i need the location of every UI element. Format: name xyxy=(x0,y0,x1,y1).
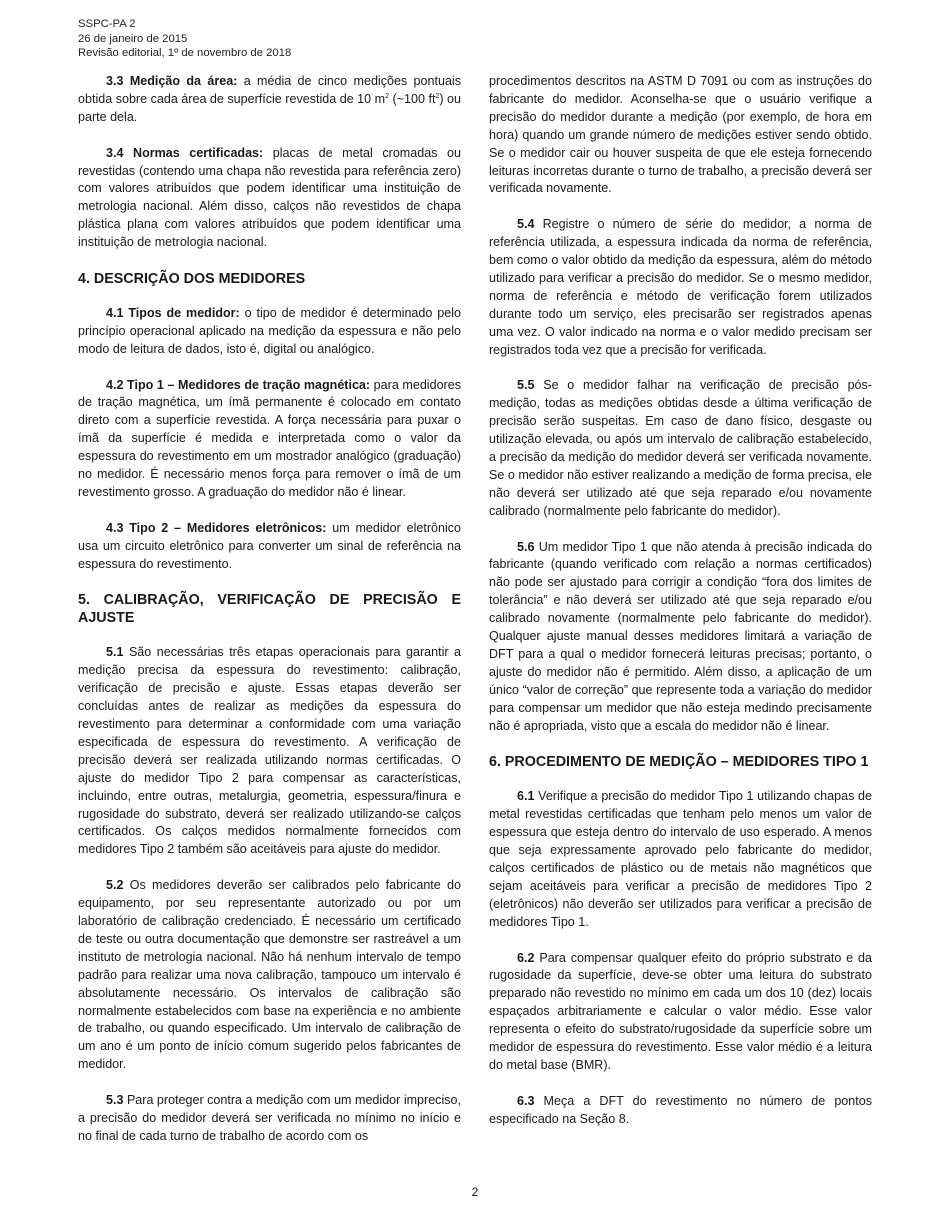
section-3-4 xyxy=(78,145,461,252)
section-label: Tipo 1 – Medidores de tração magnética: xyxy=(127,377,371,392)
section-4-1-heading xyxy=(106,306,240,320)
section-4-3-heading xyxy=(106,521,326,535)
page-number: 2 xyxy=(471,1185,479,1199)
section-number: 4.1 xyxy=(106,305,124,320)
section-number: 3.3 xyxy=(106,74,124,88)
section-4-2 xyxy=(78,377,461,502)
section-text: a média de cinco medições pontuais obtida sobre cada área de superfície revestida de 10 m xyxy=(78,74,461,106)
section-6-2 xyxy=(489,950,872,1075)
section-5-4 xyxy=(489,216,872,359)
section-6-1 xyxy=(489,788,872,931)
section-text: placas de metal cromadas ou revestidas (contendo uma chapa não revestida para referência zero) com valores atribuídos que podem identificar uma instituição de metrologia nacional. Além disso, calços não revestidos de chapa plástica plana com valores atribuídos que podem identificar uma instituição de metrologia nacional. xyxy=(78,145,461,250)
section-text: Meça a DFT do revestimento no número de pontos especificado na Seção 8. xyxy=(489,1093,872,1126)
section-number: 5.4 xyxy=(517,217,535,232)
section-text: Se o medidor falhar na verificação de precisão pós-medição, todas as medições obtidas desde a última verificação de precisão serão suspeitas. Em caso de dano físico, desgaste ou utilização elevada, ou após um intervalo de calibração estabelecido, a precisão da medição do medidor deverá ser verificada novamente. Se o medidor não estiver realizando a medição de forma precisa, ele não deverá ser utilizado até que seja reparado e/ou novamente calibrado (normalmente pelo fabricante do medidor). xyxy=(489,378,872,518)
section-number: 6.3 xyxy=(517,1093,535,1108)
section-number: 4.2 xyxy=(106,377,124,392)
section-number: 6.1 xyxy=(517,789,535,804)
page-header xyxy=(78,17,291,61)
section-label: Tipos de medidor: xyxy=(128,305,240,320)
section-3-3-heading xyxy=(106,74,237,88)
section-5-5 xyxy=(489,377,872,520)
left-column xyxy=(78,73,461,1164)
section-text: São necessárias três etapas operacionais para garantir a medição precisa da espessura do revestimento: calibração, verificação de precisão e ajuste. Essas etapas deverão ser concluídas antes de realizar as medições da espessura do revestimento para determinar a conformidade com uma variação especificada de espessura do revestimento. A verificação de precisão deverá ser realizada utilizando normas certificadas. O ajuste do medidor Tipo 2 para compensar as características, incluindo, entre outras, metalurgia, geometria, espessura/finura e rugosidade do substrato, deverá ser realizado utilizando-se calços certificados. Os calços medidos normalmente fornecidos com medidores Tipo 2 também são aceitáveis para ajuste do medidor. xyxy=(78,645,461,857)
section-6-3 xyxy=(489,1093,872,1129)
section-5-3-continued: procedimentos descritos na ASTM D 7091 ou com as instruções do fabricante do medidor. Aconselha-se que o usuário verifique a precisão do medidor durante a medição (por exemplo, de hora em hora) quando um grande número de medições estiver sendo obtido. Se o medidor cair ou houver suspeita de que ele esteja fornecendo leituras incorretas durante o turno de trabalho, a precisão deverá ser verificada novamente. xyxy=(489,74,872,196)
section-text: um medidor eletrônico usa um circuito eletrônico para converter um sinal de referência na espessura do revestimento. xyxy=(78,520,461,571)
section-5-1 xyxy=(78,644,461,859)
right-column xyxy=(489,73,872,1146)
section-number: 4.3 xyxy=(106,520,124,535)
section-label: Normas certificadas: xyxy=(133,145,264,160)
section-number: 5.1 xyxy=(106,645,124,660)
section-5-2 xyxy=(78,877,461,1074)
heading-section-4: 4. DESCRIÇÃO DOS MEDIDORES xyxy=(78,270,306,287)
section-3-4-heading xyxy=(106,146,263,160)
document-date: 26 de janeiro de 2015 xyxy=(78,32,188,45)
section-number: 3.4 xyxy=(106,145,124,160)
superscript: 2 xyxy=(385,92,390,100)
section-4-2-heading xyxy=(106,378,370,392)
section-5-3 xyxy=(78,1092,461,1146)
document-id: SSPC-PA 2 xyxy=(78,18,136,30)
section-text: Um medidor Tipo 1 que não atenda à precisão indicada do fabricante (quando verificado com relação a normas certificados) não pode ser ajustado para corrigir a condição “fora dos limites de tolerância” e não deverá ser utilizado até que seja reparado e/ou calibrado novamente (normalmente pelo fabricante do medidor). Qualquer ajuste manual desses medidores limitará a variação de DFT para a qual o medidor fornecerá leituras precisas; portanto, o ajuste do medidor não é permitido. Além disso, a aplicação de um único “valor de correção” que represente toda a variação do medidor para compensar um medidor que não esteja medindo precisamente não é apropriada, visto que a escala do medidor não é linear. xyxy=(489,539,872,733)
superscript: 2 xyxy=(435,92,440,100)
section-text: o tipo de medidor é determinado pelo princípio operacional aplicado na medição da espessura e não pelo modo de leitura de dados, isto é, digital ou analógico. xyxy=(78,305,461,356)
section-text: Registre o número de série do medidor, a norma de referência utilizada, a espessura indicada da norma de referência, bem como o valor obtido da medição da espessura, além do método utilizado para verificar a precisão do medidor. Se o mesmo medidor, norma de referência e método de verificação forem utilizados durante todo um serviço, eles precisarão ser registrados apenas uma vez. O valor indicado na norma e o valor medido precisam ser registrados toda vez que a precisão for verificada. xyxy=(489,217,872,357)
section-text: para medidores de tração magnética, um ímã permanente é colocado em contato direto com a superfície revestida. A força necessária para puxar o ímã da superfície é medida e interpretada como o valor da espessura do revestimento em um mostrador analógico (graduação) no medidor. É necessário menos força para remover o ímã de um revestimento grosso. A graduação do medidor não é linear. xyxy=(78,377,461,499)
section-text: Verifique a precisão do medidor Tipo 1 utilizando chapas de metal revestidas certificadas que tenham pelo menos um valor de espessura que esteja dentro do intervalo de uso esperado. A menos que seja expressamente aprovado pelo fabricante do medidor, calços certificados de plástico ou de metais não magnéticos que sejam aceitáveis para verificar a precisão de medidores Tipo 2 (eletrônicos) não deverão ser utilizados para verificar a precisão de medidores Tipo 1. xyxy=(489,789,872,929)
section-label: Tipo 2 – Medidores eletrônicos: xyxy=(129,520,327,535)
section-3-3 xyxy=(78,73,461,127)
section-4-1 xyxy=(78,305,461,359)
section-number: 5.3 xyxy=(106,1093,124,1108)
section-label: Medição da área: xyxy=(129,74,238,88)
section-text: ) ou parte dela. xyxy=(78,91,462,124)
section-text: Para compensar qualquer efeito do próprio substrato e da rugosidade da superfície, deve-se obter uma leitura do substrato preparado não revestido no mínimo em cada um dos 10 (dez) locais espaçados arbitrariamente e calcular o valor médio. Esse valor representa o efeito do substrato/rugosidade da superfície sobre um medidor de espessura do revestimento. Esse valor médio é a leitura do metal base (BMR). xyxy=(489,950,872,1072)
section-text: Para proteger contra a medição com um medidor impreciso, a precisão do medidor deverá ser verificada no mínimo no início e no final de cada turno de trabalho de acordo com os xyxy=(78,1093,461,1143)
section-4-3 xyxy=(78,520,461,574)
section-number: 5.5 xyxy=(517,378,535,393)
heading-section-6: 6. PROCEDIMENTO DE MEDIÇÃO – MEDIDORES TIPO 1 xyxy=(489,754,869,771)
section-number: 5.6 xyxy=(517,539,535,554)
section-number: 5.2 xyxy=(106,878,124,893)
section-text: Os medidores deverão ser calibrados pelo fabricante do equipamento, por seu representante autorizado ou por um laboratório de calibração credenciado. É necessário um certificado de teste ou outra documentação que demonstre ser rastreável a um instituto de metrologia nacional. Não há nenhum intervalo de tempo padrão para realizar uma nova calibração, tampouco um intervalo é absolutamente necessário. Os intervalos de calibração são normalmente estabelecidos com base na experiência e no ambiente de trabalho, ou quando especificado. Um intervalo de calibração de um ano é um ponto de início comum sugerido pelos fabricantes de medidor. xyxy=(78,878,461,1072)
section-5-6 xyxy=(489,539,872,736)
heading-section-5: 5. CALIBRAÇÃO, VERIFICAÇÃO DE PRECISÃO E AJUSTE xyxy=(78,592,461,627)
section-number: 6.2 xyxy=(517,950,535,965)
document-revision: Revisão editorial, 1º de novembro de 2018 xyxy=(78,47,292,60)
section-text: (~100 ft xyxy=(389,91,436,106)
